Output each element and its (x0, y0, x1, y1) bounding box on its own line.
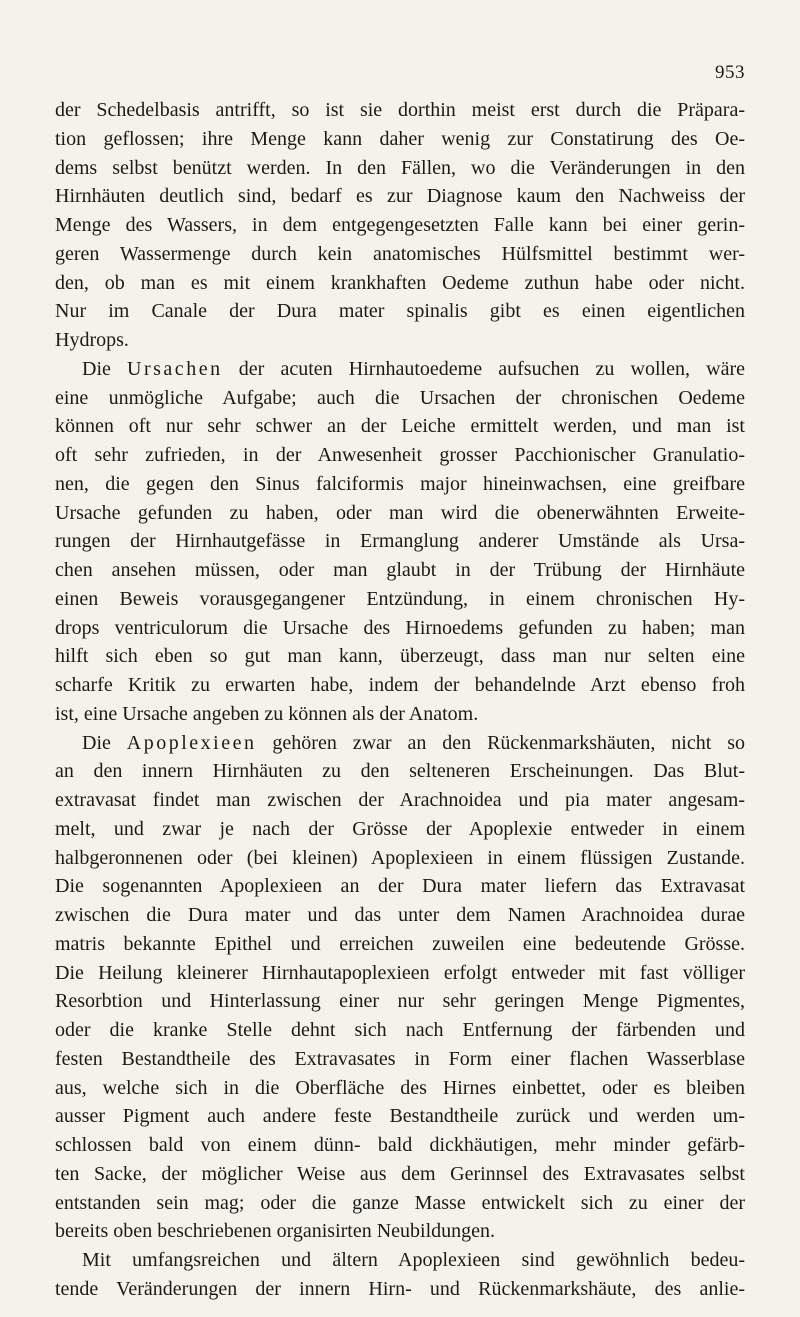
text-line: Nur im Canale der Dura mater spinalis gibt es einen eigentlichen (55, 300, 745, 323)
line-rest: der acuten Hirnhautoedeme aufsuchen zu wollen, wäre (222, 357, 745, 380)
text-line: festen Bestandtheile des Extravasates in Form einer flachen Wasserblase (55, 1047, 745, 1070)
paragraph-start-line (55, 729, 745, 758)
text-line: chen ansehen müssen, oder man glaubt in der Trübung der Hirnhäute (55, 559, 745, 581)
paragraph-start-line (55, 355, 745, 384)
text-line: rungen der Hirnhautgefässe in Ermanglung anderer Umstände als Ursa- (55, 530, 745, 553)
text-line: dems selbst benützt werden. In den Fällen, wo die Veränderungen in den (55, 156, 745, 179)
text-line: melt, und zwar je nach der Grösse der Apoplexie entweder in einem (55, 817, 745, 840)
line-rest: gehören zwar an den Rückenmarkshäuten, nicht so (256, 731, 745, 754)
text-line: Menge des Wassers, in dem entgegengesetzten Falle kann bei einer gerin- (55, 214, 745, 236)
text-line: einen Beweis vorausgegangener Entzündung, in einem chronischen Hy- (55, 587, 745, 610)
body-text (55, 96, 745, 1304)
text-line: bereits oben beschriebenen organisirten Neubildungen. (55, 1220, 496, 1243)
text-line: extravasat findet man zwischen der Arachnoidea und pia mater angesam- (55, 789, 745, 811)
text-line: drops ventriculorum die Ursache des Hirnoedems gefunden zu haben; man (55, 616, 745, 639)
text-line: Ursache gefunden zu haben, oder man wird die obenerwähnten Erweite- (55, 501, 745, 524)
text-line: Hirnhäuten deutlich sind, bedarf es zur Diagnose kaum den Nachweiss der (55, 185, 745, 208)
text-line: ist, eine Ursache angeben zu können als der Anatom. (55, 702, 479, 725)
text-line: Hydrops. (55, 329, 129, 351)
line-lead: Die (82, 357, 128, 380)
emphasized-term: Apoplexieen (126, 731, 257, 754)
text-line: oft sehr zufrieden, in der Anwesenheit grosser Pacchionischer Granulatio- (55, 444, 745, 466)
text-line: tion geflossen; ihre Menge kann daher wenig zur Constatirung des Oe- (55, 127, 745, 150)
text-line: matris bekannte Epithel und erreichen zuweilen eine bedeutende Grösse. (55, 932, 745, 955)
text-line: Die sogenannten Apoplexieen an der Dura mater liefern das Extravasat (55, 875, 745, 898)
text-line: tende Veränderungen der innern Hirn- und Rückenmarkshäute, des anlie- (55, 1277, 745, 1300)
text-line: halbgeronnenen oder (bei kleinen) Apoplexieen in einem flüssigen Zustande. (55, 846, 745, 869)
text-line: oder die kranke Stelle dehnt sich nach Entfernung der färbenden und (55, 1019, 745, 1041)
text-line: ausser Pigment auch andere feste Bestandtheile zurück und werden um- (55, 1105, 745, 1128)
text-line: geren Wassermenge durch kein anatomisches Hülfsmittel bestimmt wer- (55, 242, 745, 265)
text-line: an den innern Hirnhäuten zu den selteneren Erscheinungen. Das Blut- (55, 760, 745, 783)
text-line: scharfe Kritik zu erwarten habe, indem der behandelnde Arzt ebenso froh (55, 674, 745, 696)
text-line: nen, die gegen den Sinus falciformis major hineinwachsen, eine greifbare (55, 472, 745, 495)
text-line: eine unmögliche Aufgabe; auch die Ursachen der chronischen Oedeme (55, 386, 745, 409)
text-line: aus, welche sich in die Oberfläche des Hirnes einbettet, oder es bleiben (55, 1076, 745, 1099)
paragraph-start-line: Mit umfangsreichen und ältern Apoplexieen sind gewöhnlich bedeu- (82, 1249, 745, 1271)
text-line: Resorbtion und Hinterlassung einer nur sehr geringen Menge Pigmentes, (55, 990, 745, 1013)
text-line: zwischen die Dura mater und das unter dem Namen Arachnoidea durae (55, 904, 745, 926)
text-line: der Schedelbasis antrifft, so ist sie dorthin meist erst durch die Präpara- (55, 99, 745, 121)
emphasized-term: Ursachen (127, 357, 223, 380)
text-line: ten Sacke, der möglicher Weise aus dem Gerinnsel des Extravasates selbst (55, 1162, 745, 1185)
text-line: hilft sich eben so gut man kann, überzeugt, dass man nur selten eine (55, 645, 745, 668)
line-lead: Die (82, 731, 127, 754)
text-line: den, ob man es mit einem krankhaften Oedeme zuthun habe oder nicht. (55, 271, 745, 294)
page-number: 953 (715, 62, 745, 83)
text-line: können oft nur sehr schwer an der Leiche ermittelt werden, und man ist (55, 415, 745, 438)
text-line: Die Heilung kleinerer Hirnhautapoplexieen erfolgt entweder mit fast völliger (55, 961, 745, 984)
text-line: schlossen bald von einem dünn- bald dickhäutigen, mehr minder gefärb- (55, 1134, 745, 1156)
text-line: entstanden sein mag; oder die ganze Masse entwickelt sich zu einer der (55, 1191, 745, 1214)
